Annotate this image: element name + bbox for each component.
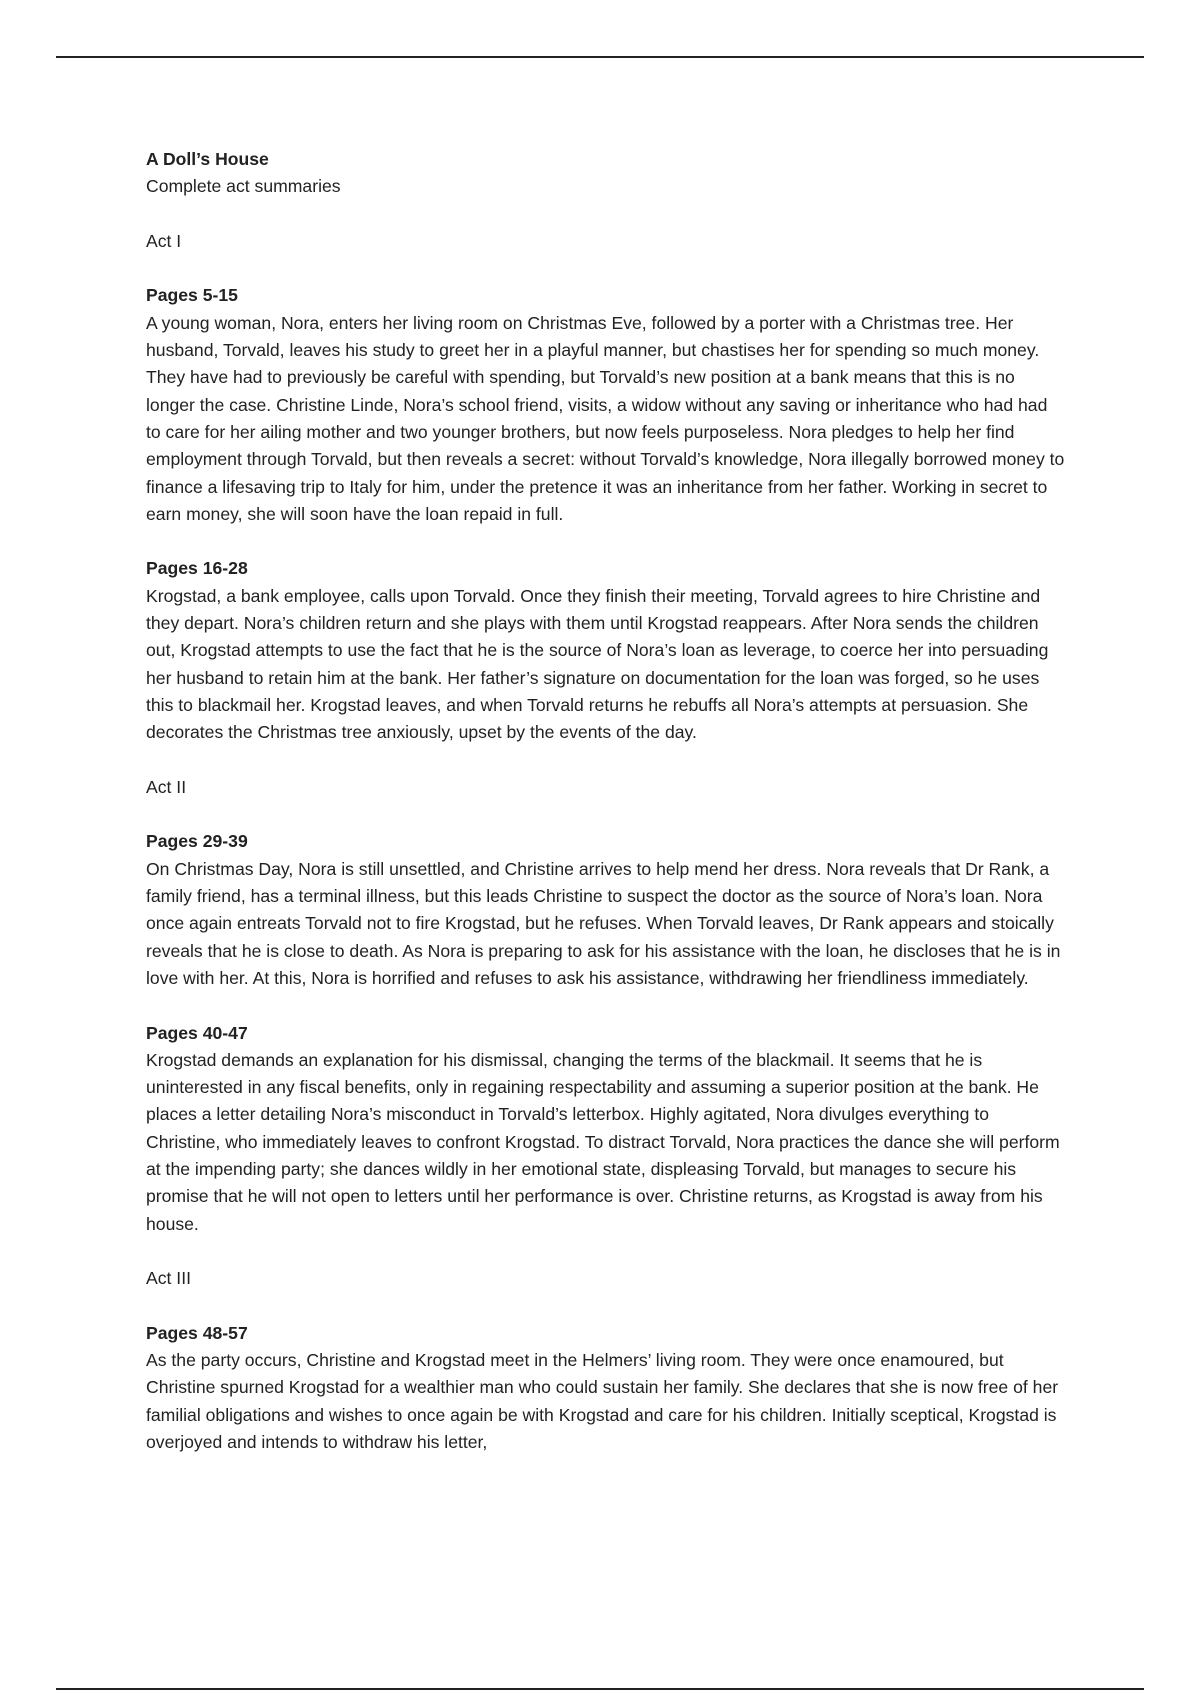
section-heading: Pages 40-47 xyxy=(146,1022,248,1043)
spacer xyxy=(146,255,1066,282)
footer-rule xyxy=(56,1688,1144,1690)
spacer xyxy=(146,801,1066,828)
section-body: As the party occurs, Christine and Krogstad meet in the Helmers’ living room. They were once enamoured, but Christine spurned Krogstad for a wealthier man who could sustain her family. She declares that she is now free of her familial obligations and wishes to once again be with Krogstad and care for his children. Initially sceptical, Krogstad is overjoyed and intends to withdraw his letter, xyxy=(146,1350,1059,1452)
spacer xyxy=(146,528,1066,555)
section-heading: Pages 48-57 xyxy=(146,1322,248,1343)
spacer xyxy=(146,747,1066,774)
section-body: Krogstad, a bank employee, calls upon Torvald. Once they finish their meeting, Torvald agrees to hire Christine and they depart. Nora’s children return and she plays with them until Krogstad reappears. After Nora sends the children out, Krogstad attempts to use the fact that he is the source of Nora’s loan as leverage, to coerce her into persuading her husband to retain him at the bank. Her father’s signature on documentation for the loan was forged, so he uses this to blackmail her. Krogstad leaves, and when Torvald returns he rebuffs all Nora’s attempts at persuasion. She decorates the Christmas tree anxiously, upset by the events of the day. xyxy=(146,585,1049,743)
section-heading: Pages 29-39 xyxy=(146,831,248,852)
document-page xyxy=(146,146,1066,1456)
header-rule xyxy=(56,56,1144,58)
section-body: On Christmas Day, Nora is still unsettled, and Christine arrives to help mend her dress. Nora reveals that Dr Rank, a family friend, has a terminal illness, but this leads Christine to suspect the doctor as the source of Nora’s loan. Nora once again entreats Torvald not to fire Krogstad, but he refuses. When Torvald leaves, Dr Rank appears and stoically reveals that he is close to death. As Nora is preparing to ask for his assistance with the loan, he discloses that he is in love with her. At this, Nora is horrified and refuses to ask his assistance, withdrawing her friendliness immediately. xyxy=(146,858,1061,988)
section-heading: Pages 5-15 xyxy=(146,285,238,306)
section-body: Krogstad demands an explanation for his dismissal, changing the terms of the blackmail. It seems that he is uninterested in any fiscal benefits, only in regaining respectability and assuming a superior position at the bank. He places a letter detailing Nora’s misconduct in Torvald’s letterbox. Highly agitated, Nora divulges everything to Christine, who immediately leaves to confront Krogstad. To distract Torvald, Nora practices the dance she will perform at the impending party; she dances wildly in her emotional state, displeasing Torvald, but manages to secure his promise that he will not open to letters until her performance is over. Christine returns, as Krogstad is away from his house. xyxy=(146,1049,1060,1234)
spacer xyxy=(146,1292,1066,1319)
act-heading: Act III xyxy=(146,1268,191,1289)
document-title: A Doll’s House xyxy=(146,149,269,169)
document-subtitle: Complete act summaries xyxy=(146,176,341,197)
act-heading: Act I xyxy=(146,230,182,251)
act-heading: Act II xyxy=(146,776,187,797)
section-heading: Pages 16-28 xyxy=(146,558,248,579)
spacer xyxy=(146,201,1066,228)
section-body: A young woman, Nora, enters her living room on Christmas Eve, followed by a porter with a Christmas tree. Her husband, Torvald, leaves his study to greet her in a playful manner, but chastises her for spending so much money. They have had to previously be careful with spending, but Torvald’s new position at a bank means that this is no longer the case. Christine Linde, Nora’s school friend, visits, a widow without any saving or inheritance who had had to care for her ailing mother and two younger brothers, but now feels purposeless. Nora pledges to help her find employment through Torvald, but then reveals a secret: without Torvald’s knowledge, Nora illegally borrowed money to finance a lifesaving trip to Italy for him, under the pretence it was an inheritance from her father. Working in secret to earn money, she will soon have the loan repaid in full. xyxy=(146,312,1065,524)
spacer xyxy=(146,1238,1066,1265)
spacer xyxy=(146,992,1066,1019)
